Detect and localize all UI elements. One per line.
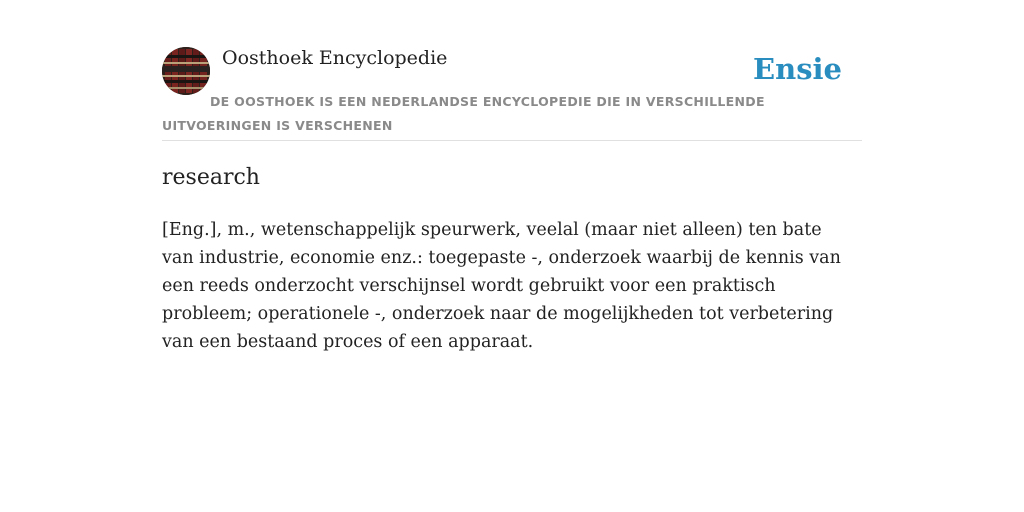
publication-header	[162, 46, 862, 141]
encyclopedia-books-icon	[162, 47, 210, 95]
brand-logo[interactable]: Ensie	[753, 52, 842, 86]
publication-tagline: DE OOSTHOEK IS EEN NEDERLANDSE ENCYCLOPEDIE DIE IN VERSCHILLENDE UITVOERINGEN IS VERSCHENEN	[162, 94, 765, 133]
avatar[interactable]	[162, 47, 210, 95]
entry-term: research	[162, 165, 260, 190]
entry-definition: [Eng.], m., wetenschappelijk speurwerk, veelal (maar niet alleen) ten bate van industrie, economie enz.: toegepaste -, onderzoek waarbij de kennis van een reeds onderzocht verschijnsel wordt gebruikt voor een praktisch probleem; operationele -, onderzoek naar de mogelijkheden tot verbetering van een bestaand proces of een apparaat.	[162, 220, 841, 352]
publication-title[interactable]: Oosthoek Encyclopedie	[222, 47, 448, 69]
